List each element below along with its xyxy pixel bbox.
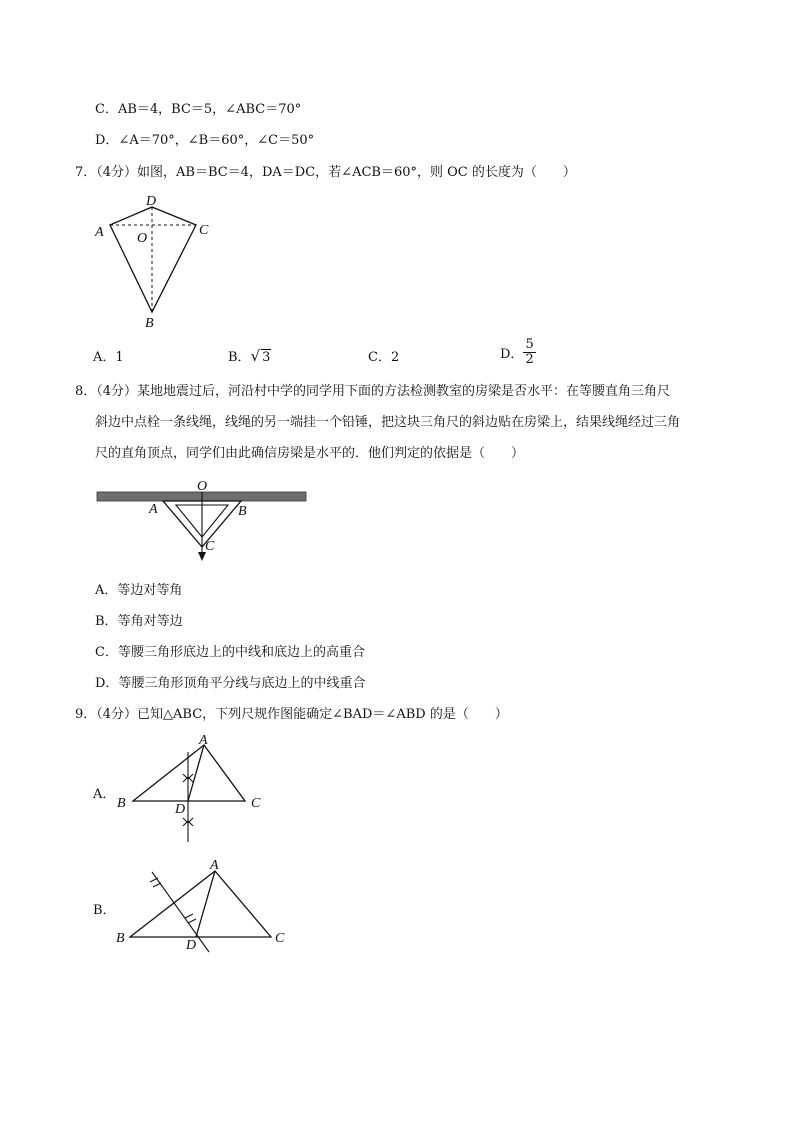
option-label: A． <box>95 583 118 598</box>
option-label: B． <box>95 614 118 629</box>
option-label: C． <box>368 350 391 365</box>
label-b: B <box>238 504 247 519</box>
option-text: 等腰三角形顶角平分线与底边上的中线重合 <box>118 676 366 691</box>
label-o: O <box>137 231 148 246</box>
label-c: C <box>251 796 261 811</box>
sqrt-radicand: 3 <box>262 350 271 365</box>
label-a: A <box>210 858 219 873</box>
option-label: D． <box>95 676 119 691</box>
q9-stem: 9．（4分）已知△ABC，下列尺规作图能确定∠BAD＝∠ABD 的是（ ） <box>75 707 508 722</box>
label-d: D <box>146 194 157 209</box>
q9-option-b-label: B． <box>93 903 116 918</box>
label-a: A <box>199 733 208 748</box>
label-c: C <box>205 539 215 554</box>
option-label: A． <box>93 350 116 365</box>
label-a: A <box>95 225 104 240</box>
option-text: AB＝4，BC＝5，∠ABC＝70° <box>117 102 302 117</box>
option-label: D． <box>500 347 524 362</box>
label-d: D <box>186 938 197 953</box>
label-d: D <box>175 802 186 817</box>
fraction-denominator: 2 <box>525 352 534 367</box>
option-label: C． <box>95 645 118 660</box>
label-b: B <box>117 796 126 811</box>
fraction-numerator: 5 <box>525 337 534 352</box>
option-text: 等角对等边 <box>117 614 183 629</box>
label-c: C <box>199 223 209 238</box>
label-o: O <box>197 479 208 494</box>
label-b: B <box>145 316 154 331</box>
option-text: ∠A＝70°，∠B＝60°，∠C＝50° <box>118 133 315 148</box>
option-label: D． <box>95 133 119 148</box>
option-text: 等腰三角形底边上的中线和底边上的高重合 <box>117 645 365 660</box>
q7-stem: 7．（4分）如图，AB＝BC＝4，DA＝DC，若∠ACB＝60°，则 OC 的长度为（ ） <box>75 165 576 180</box>
option-label: B． <box>228 350 251 365</box>
label-b: B <box>116 931 125 946</box>
q9-option-a-label: A． <box>93 787 116 802</box>
option-value: 1 <box>115 350 124 365</box>
label-c: C <box>275 931 285 946</box>
label-a: A <box>149 502 158 517</box>
option-text: 等边对等角 <box>117 583 183 598</box>
option-label: C． <box>95 102 118 117</box>
option-value: 2 <box>390 350 400 365</box>
q8-stem-line3: 尺的直角顶点，同学们由此确信房梁是水平的．他们判定的依据是（ ） <box>95 446 525 461</box>
q8-stem-line1: 8．（4分）某地地震过后，河沿村中学的同学用下面的方法检测教室的房梁是否水平：在等腰直角三角尺 <box>75 384 671 399</box>
q8-stem-line2: 斜边中点栓一条线绳，线绳的另一端挂一个铅锤，把这块三角尺的斜边贴在房梁上，结果线绳经过三角 <box>95 415 681 430</box>
sqrt-sign: √ <box>250 347 261 365</box>
